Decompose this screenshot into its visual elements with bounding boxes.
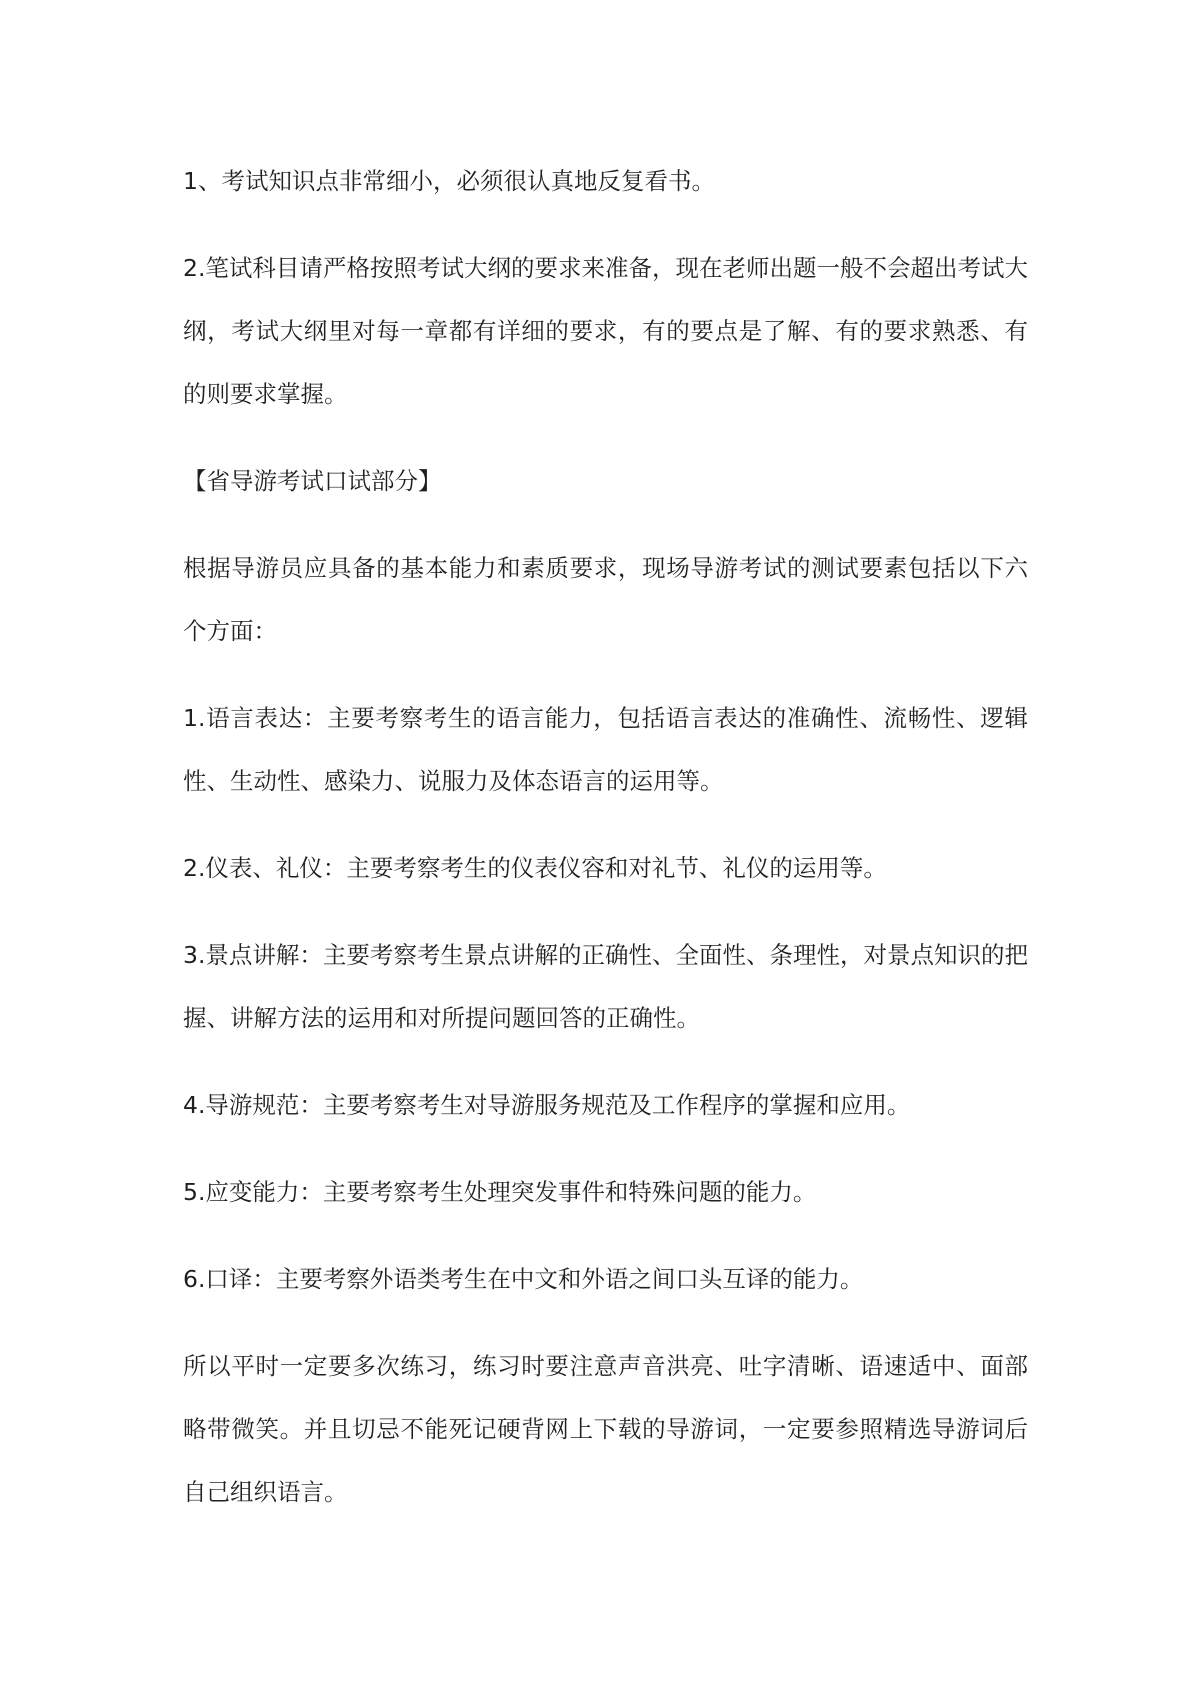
list-item-scenic-explanation: 3.景点讲解：主要考察考生景点讲解的正确性、全面性、条理性，对景点知识的把握、讲解方法的运用和对所提问题回答的正确性。 <box>183 941 1028 1032</box>
document-body <box>183 150 1028 1548</box>
list-item-interpretation: 6.口译：主要考察外语类考生在中文和外语之间口头互译的能力。 <box>183 1265 864 1293</box>
list-item-guide-standards: 4.导游规范：主要考察考生对导游服务规范及工作程序的掌握和应用。 <box>183 1091 911 1119</box>
paragraph-written-syllabus: 2.笔试科目请严格按照考试大纲的要求来准备，现在老师出题一般不会超出考试大纲，考试大纲里对每一章都有详细的要求，有的要点是了解、有的要求熟悉、有的则要求掌握。 <box>183 254 1028 408</box>
list-item-adaptability: 5.应变能力：主要考察考生处理突发事件和特殊问题的能力。 <box>183 1178 817 1206</box>
paragraph-practice-advice: 所以平时一定要多次练习，练习时要注意声音洪亮、吐字清晰、语速适中、面部略带微笑。并且切忌不能死记硬背网上下载的导游词，一定要参照精选导游词后自己组织语言。 <box>183 1352 1028 1506</box>
section-heading-oral-exam: 【省导游考试口试部分】 <box>183 467 442 495</box>
paragraph-exam-detail: 1、考试知识点非常细小，必须很认真地反复看书。 <box>183 167 715 195</box>
list-item-language-expression: 1.语言表达：主要考察考生的语言能力，包括语言表达的准确性、流畅性、逻辑性、生动性、感染力、说服力及体态语言的运用等。 <box>183 704 1028 795</box>
paragraph-test-elements-intro: 根据导游员应具备的基本能力和素质要求，现场导游考试的测试要素包括以下六个方面： <box>183 554 1028 645</box>
list-item-appearance-etiquette: 2.仪表、礼仪：主要考察考生的仪表仪容和对礼节、礼仪的运用等。 <box>183 854 887 882</box>
